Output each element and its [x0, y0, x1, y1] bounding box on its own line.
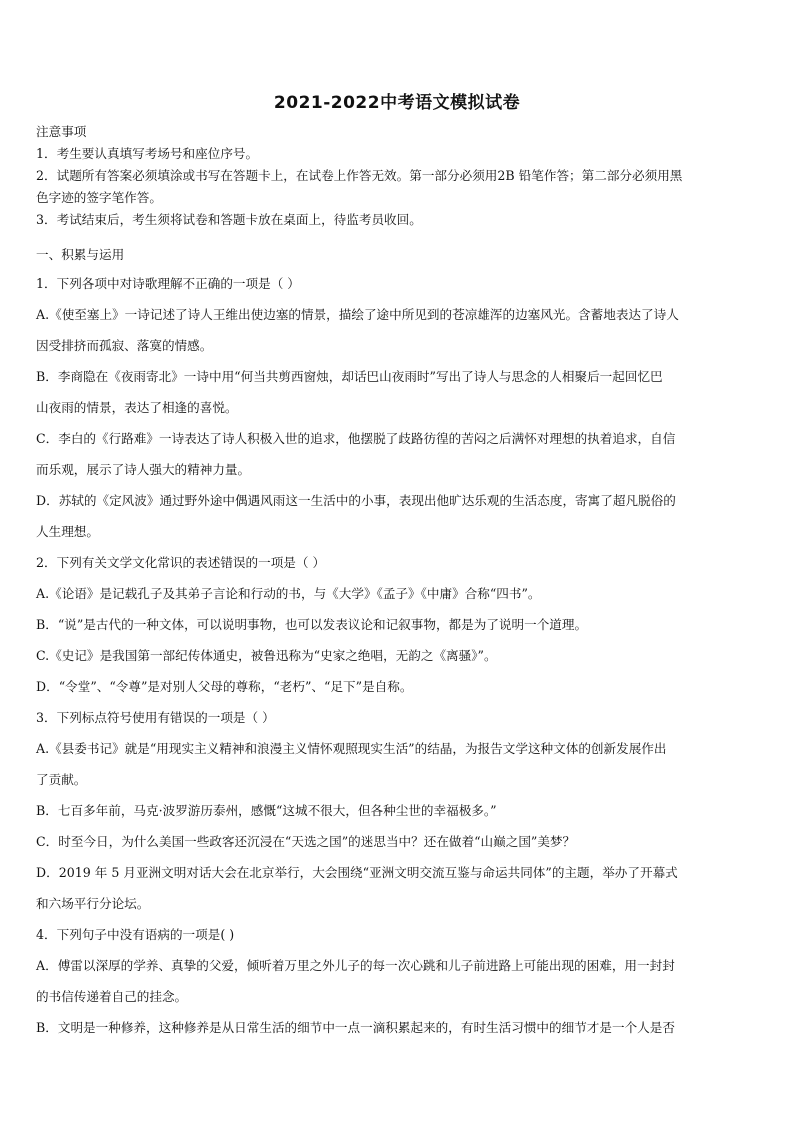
question-line: 而乐观，展示了诗人强大的精神力量。 — [36, 462, 251, 477]
question-line: C．李白的《行路难》一诗表达了诗人积极入世的追求，他摆脱了歧路彷徨的苦闷之后满怀对理想的执着追求，自信 — [36, 431, 676, 446]
question-line: 1．下列各项中对诗歌理解不正确的一项是（ ） — [36, 276, 300, 291]
question-line: 的书信传递着自己的挂念。 — [36, 989, 188, 1004]
question-line: A.《县委书记》就是“用现实主义精神和浪漫主义情怀观照现实生活”的结晶，为报告文学这种文体的创新发展作出 — [36, 741, 667, 756]
question-line: D．2019 年 5 月亚洲文明对话大会在北京举行，大会围绕“亚洲文明交流互鉴与命运共同体”的主题，举办了开幕式 — [36, 865, 678, 880]
section-heading: 一、积累与运用 — [36, 247, 125, 262]
notice-line: 2．试题所有答案必须填涂或书写在答题卡上，在试卷上作答无效。第一部分必须用2B 铅笔作答；第二部分必须用黑 — [36, 168, 683, 183]
question-line: C.《史记》是我国第一部纪传体通史，被鲁迅称为“史家之绝唱，无韵之《离骚》”。 — [36, 648, 497, 663]
exam-body — [36, 244, 758, 1043]
question-line: 山夜雨的情景，表达了相逢的喜悦。 — [36, 400, 238, 415]
question-line: B．“说”是古代的一种文体，可以说明事物，也可以发表议论和记叙事物，都是为了说明一个道理。 — [36, 617, 588, 632]
notice-block — [36, 121, 758, 231]
question-line: B．李商隐在《夜雨寄北》一诗中用“何当共剪西窗烛，却话巴山夜雨时”写出了诗人与思念的人相聚后一起回忆巴 — [36, 369, 663, 384]
notice-line: 色字迹的签字笔作答。 — [36, 190, 162, 205]
question-line: C．时至今日，为什么美国一些政客还沉浸在“天选之国”的迷思当中？还在做着“山巅之国”美梦？ — [36, 834, 576, 849]
notice-line: 3．考试结束后，考生须将试卷和答题卡放在桌面上，待监考员收回。 — [36, 212, 422, 227]
page-title: 2021-2022中考语文模拟试卷 — [273, 93, 521, 113]
question-line: B．七百多年前，马克·波罗游历泰州，感慨“这城不很大，但各种尘世的幸福极多。” — [36, 803, 497, 818]
question-line: B．文明是一种修养，这种修养是从日常生活的细节中一点一滴积累起来的，有时生活习惯中的细节才是一个人是否 — [36, 1020, 675, 1035]
question-line: 3．下列标点符号使用有错误的一项是（ ） — [36, 710, 275, 725]
question-line: 因受排挤而孤寂、落寞的情感。 — [36, 338, 213, 353]
question-line: 和六场平行分论坛。 — [36, 896, 150, 911]
question-line: 人生理想。 — [36, 524, 99, 539]
question-line: 了贡献。 — [36, 772, 87, 787]
question-line: A.《论语》是记载孔子及其弟子言论和行动的书，与《大学》《孟子》《中庸》合称“四书”。 — [36, 586, 541, 601]
notice-heading: 注意事项 — [36, 124, 87, 139]
question-line: 4．下列句子中没有语病的一项是( ) — [36, 927, 235, 942]
question-line: D．“令堂”、“令尊”是对别人父母的尊称，“老朽”、“足下”是自称。 — [36, 679, 413, 694]
question-line: A．傅雷以深厚的学养、真挚的父爱，倾听着万里之外儿子的每一次心跳和儿子前进路上可能出现的困难，用一封封 — [36, 958, 675, 973]
question-line: A.《使至塞上》一诗记述了诗人王维出使边塞的情景，描绘了途中所见到的苍凉雄浑的边塞风光。含蓄地表达了诗人 — [36, 307, 679, 322]
notice-line: 1．考生要认真填写考场号和座位序号。 — [36, 146, 259, 161]
question-line: 2．下列有关文学文化常识的表述错误的一项是（ ） — [36, 555, 326, 570]
question-line: D．苏轼的《定风波》通过野外途中偶遇风雨这一生活中的小事，表现出他旷达乐观的生活态度，寄寓了超凡脱俗的 — [36, 493, 676, 508]
